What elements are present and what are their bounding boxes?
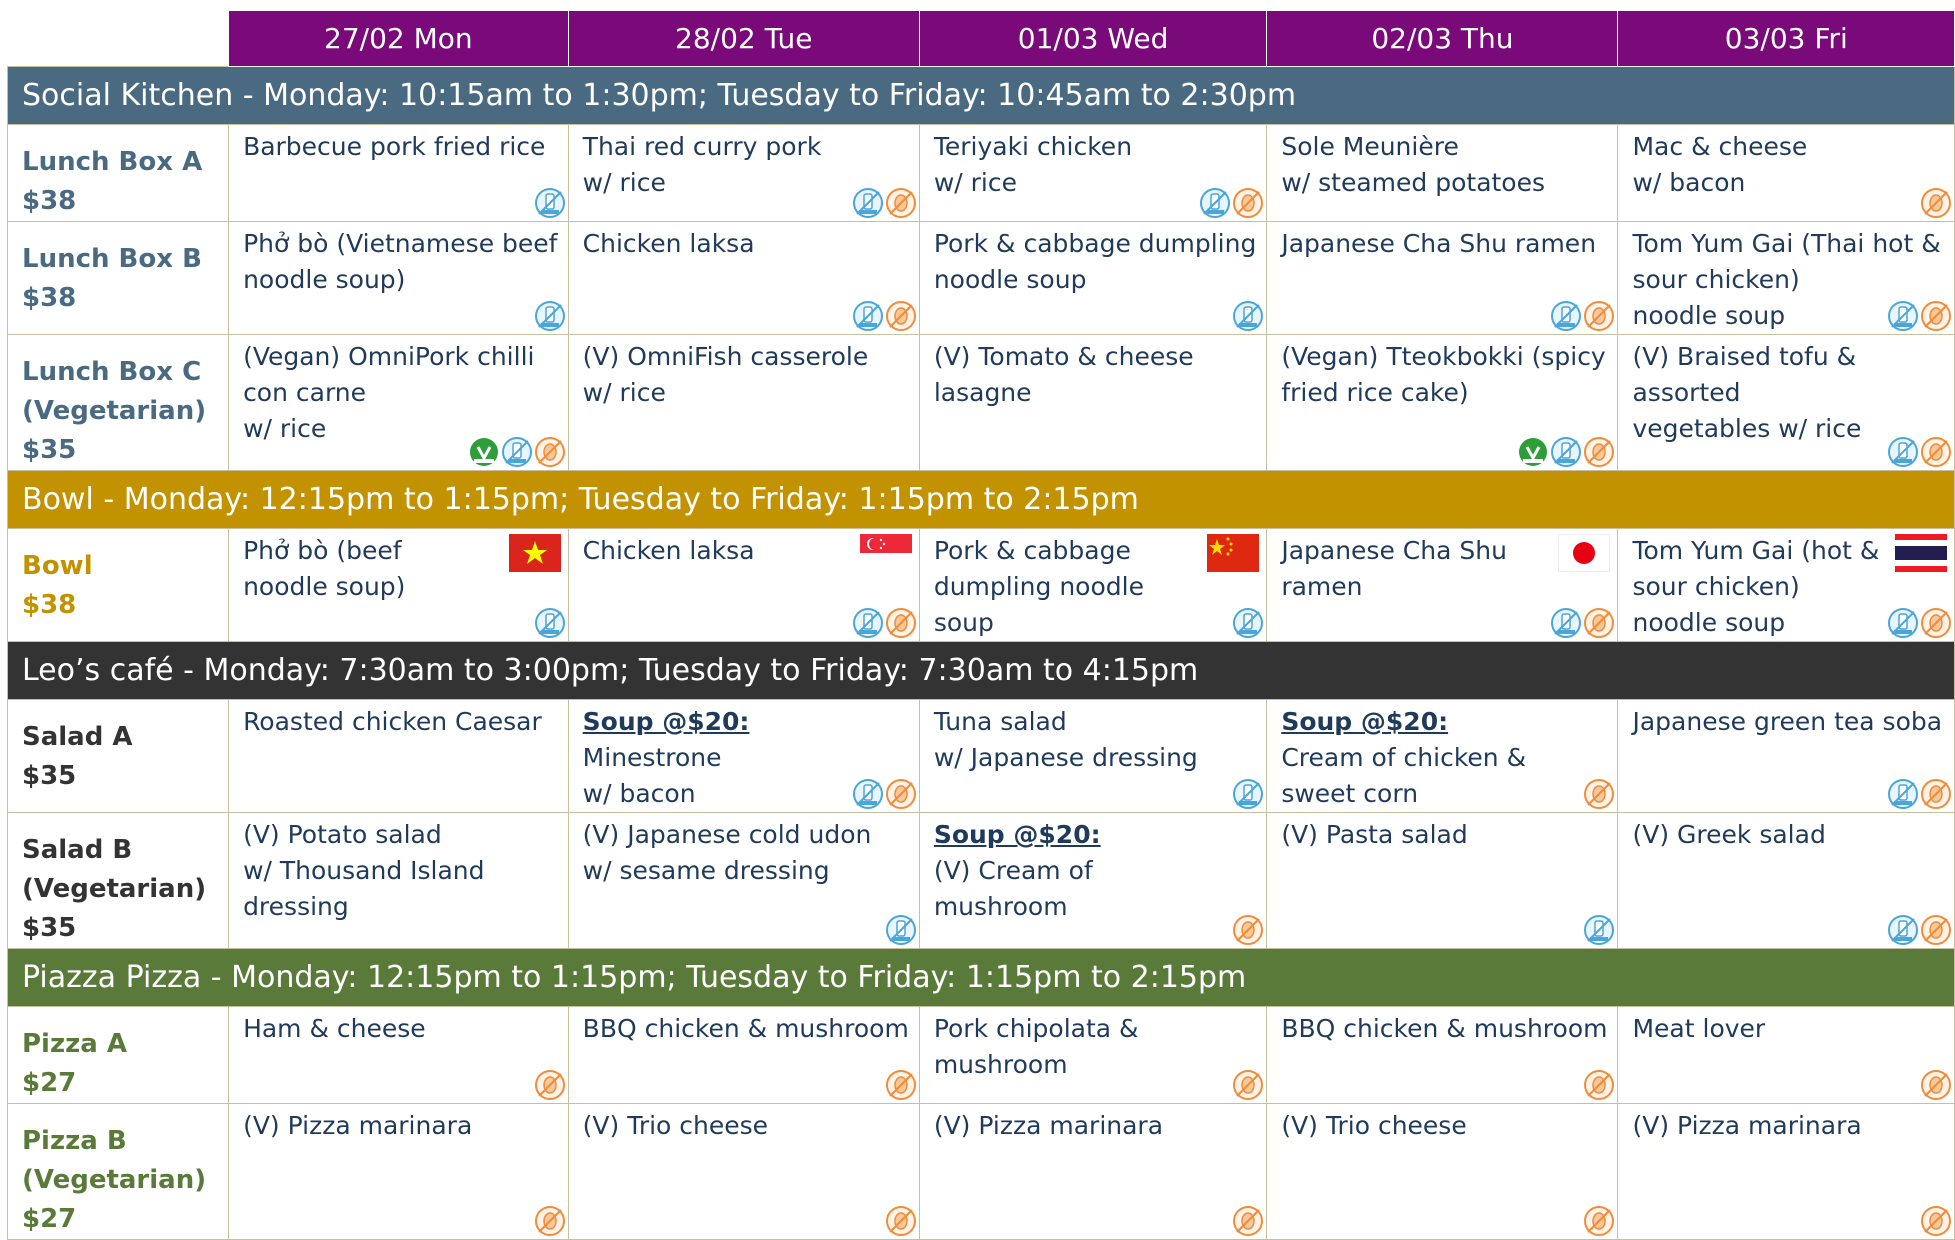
dietary-icons [534,300,566,332]
menu-item-cell [1618,1104,1955,1240]
nut-free-icon [1920,187,1952,219]
dish-text-line: noodle soup) [243,572,406,601]
dietary-icons [1887,607,1952,639]
dish-text-line: noodle soup) [243,265,406,294]
dietary-icons [1232,914,1264,946]
menu-item-cell [229,335,569,471]
china-flag-icon [1207,534,1259,572]
dietary-icons [1517,436,1615,468]
menu-row [8,125,1955,222]
menu-item-cell [1267,1104,1618,1240]
nut-free-icon [1920,300,1952,332]
dish-text-line: sour chicken) [1632,572,1800,601]
menu-item-cell [1618,222,1955,335]
dish-text-line: Tom Yum Gai (Thai hot & [1632,229,1941,258]
nut-free-icon [885,300,917,332]
menu-row [8,700,1955,813]
nut-free-icon [885,607,917,639]
dietary-icons [1583,1069,1615,1101]
section-title: Bowl - Monday: 12:15pm to 1:15pm; Tuesday to Friday: 1:15pm to 2:15pm [8,471,1955,529]
dairy-free-icon [501,436,533,468]
dish-text-line: Barbecue pork fried rice [243,132,546,161]
dietary-icons [534,607,566,639]
dairy-free-icon [1232,778,1264,810]
menu-item-cell [1267,222,1618,335]
menu-item-cell [229,813,569,949]
dietary-icons [1887,914,1952,946]
menu-item-cell [568,529,919,642]
dairy-free-icon [1887,607,1919,639]
dish-text-line: Teriyaki chicken [933,132,1133,161]
dish-text-line: noodle soup [1632,608,1786,637]
nut-free-icon [1920,607,1952,639]
menu-item-cell [229,700,569,813]
dietary-icons [534,1205,566,1237]
dietary-icons [1232,607,1264,639]
dish-text-line: Tuna salad [933,707,1067,736]
dish-text-line: Meat lover [1632,1014,1766,1043]
dish-text-line: BBQ chicken & mushroom [1281,1014,1608,1043]
menu-item-cell [1267,529,1618,642]
dish-text-line: noodle soup [933,265,1087,294]
dish-text-line: w/ Japanese dressing [933,743,1198,772]
menu-item-cell [1618,813,1955,949]
nut-free-icon [885,778,917,810]
dish-text-line: (V) Pizza marinara [1632,1111,1862,1140]
dietary-icons [534,1069,566,1101]
menu-item-cell [1618,700,1955,813]
dish-text-line: Chicken laksa [582,536,755,565]
dairy-free-icon [534,607,566,639]
dish-text-line: w/ rice [582,168,666,197]
dietary-icons [1232,1205,1264,1237]
dish-text-line: lasagne [933,378,1032,407]
menu-item-cell [919,529,1267,642]
dish-text-line: (V) Pasta salad [1281,820,1468,849]
day-header-row [8,11,1955,67]
menu-row [8,335,1955,471]
vietnam-flag-icon [509,534,561,572]
dietary-icons [852,778,917,810]
row-label-line: Pizza B [22,1126,127,1156]
nut-free-icon [1583,1069,1615,1101]
weekly-menu-table [7,10,1955,1240]
menu-item-cell [919,222,1267,335]
nut-free-icon [1583,300,1615,332]
dietary-icons [1232,300,1264,332]
dish-text-line: Roasted chicken Caesar [243,707,542,736]
menu-row [8,1007,1955,1104]
row-label [8,335,229,471]
soup-price-label: Soup @$20: [933,820,1101,849]
row-label [8,700,229,813]
dish-text-line: w/ bacon [1632,168,1746,197]
dairy-free-icon [1887,914,1919,946]
menu-row [8,1104,1955,1240]
menu-item-cell [1618,335,1955,471]
dish-text-line: Pork chipolata & [933,1014,1139,1043]
dish-text-line: w/ Thousand Island [243,856,485,885]
dairy-free-icon [852,607,884,639]
dairy-free-icon [1199,187,1231,219]
row-label-line: Salad A [22,722,133,752]
menu-item-cell [229,1007,569,1104]
row-label-line: $27 [22,1068,77,1098]
dairy-free-icon [1232,300,1264,332]
dish-text-line: (V) Pizza marinara [933,1111,1164,1140]
menu-item-cell [229,125,569,222]
dietary-icons [885,1205,917,1237]
menu-item-cell [568,125,919,222]
dish-text-line: fried rice cake) [1281,378,1469,407]
menu-item-cell [919,1104,1267,1240]
dietary-icons [1550,300,1615,332]
dietary-icons [1920,1205,1952,1237]
day-header: 03/03 Fri [1618,11,1955,67]
row-label-line: Lunch Box A [22,147,203,177]
dish-text-line: mushroom [933,892,1068,921]
menu-item-cell [568,700,919,813]
dairy-free-icon [1232,607,1264,639]
dietary-icons [1583,914,1615,946]
nut-free-icon [885,187,917,219]
dish-text-line: dumpling noodle [933,572,1144,601]
nut-free-icon [1232,1205,1264,1237]
soup-price-label: Soup @$20: [582,707,750,736]
row-label-line: Bowl [22,551,93,581]
row-label [8,125,229,222]
dish-text-line: (V) Tomato & cheese [933,342,1194,371]
dish-text-line: con carne [243,378,367,407]
row-label-line: $38 [22,186,77,216]
dairy-free-icon [1887,436,1919,468]
day-header: 28/02 Tue [568,11,919,67]
row-label-line: (Vegetarian) $35 [22,396,207,465]
menu-item-cell [1618,1007,1955,1104]
dish-text-line: ramen [1281,572,1363,601]
row-label-line: Lunch Box C [22,357,202,387]
nut-free-icon [534,1069,566,1101]
section-header-row [8,67,1955,125]
row-label [8,1104,229,1240]
menu-item-cell [1618,125,1955,222]
dietary-icons [1550,607,1615,639]
menu-item-cell [568,1104,919,1240]
dish-text-line: (Vegan) OmniPork chilli [243,342,535,371]
nut-free-icon [1920,778,1952,810]
row-label-line: Salad B [22,835,133,865]
dish-text-line: Thai red curry pork [582,132,822,161]
nut-free-icon [1583,436,1615,468]
dish-text-line: (V) Japanese cold udon [582,820,872,849]
soup-price-label: Soup @$20: [1281,707,1449,736]
day-header: 27/02 Mon [229,11,569,67]
menu-item-cell [1267,1007,1618,1104]
dish-text-line: Japanese green tea soba [1632,707,1943,736]
menu-item-cell [229,222,569,335]
menu-item-cell [1267,700,1618,813]
dish-text-line: vegetables w/ rice [1632,414,1862,443]
menu-row [8,813,1955,949]
dairy-free-icon [1550,436,1582,468]
dairy-free-icon [534,187,566,219]
dish-text-line: Tom Yum Gai (hot & [1632,536,1880,565]
menu-row [8,222,1955,335]
dish-text-line: Pork & cabbage dumpling [933,229,1257,258]
menu-item-cell [568,813,919,949]
dietary-icons [534,187,566,219]
dietary-icons [1887,436,1952,468]
dietary-icons [1887,300,1952,332]
dairy-free-icon [1887,300,1919,332]
nut-free-icon [1920,1205,1952,1237]
dish-text-line: w/ rice [933,168,1017,197]
section-header-row [8,949,1955,1007]
dish-text-line: (Vegan) Tteokbokki (spicy [1281,342,1606,371]
dish-text-line: (V) Trio cheese [582,1111,769,1140]
dish-text-line: w/ rice [243,414,327,443]
dairy-free-icon [1887,778,1919,810]
dish-text-line: Japanese Cha Shu ramen [1281,229,1597,258]
dietary-icons [1583,1205,1615,1237]
nut-free-icon [885,1069,917,1101]
vegan-icon [1517,436,1549,468]
japan-flag-icon [1558,534,1610,572]
nut-free-icon [1583,607,1615,639]
dietary-icons [1920,1069,1952,1101]
dish-text-line: w/ steamed potatoes [1281,168,1546,197]
row-label-line: $38 [22,590,77,620]
dish-text-line: Cream of chicken & [1281,743,1527,772]
section-title: Piazza Pizza - Monday: 12:15pm to 1:15pm; Tuesday to Friday: 1:15pm to 2:15pm [8,949,1955,1007]
menu-item-cell [1267,813,1618,949]
nut-free-icon [1583,778,1615,810]
dish-text-line: (V) Potato salad [243,820,442,849]
dietary-icons [885,914,917,946]
nut-free-icon [534,1205,566,1237]
menu-item-cell [1618,529,1955,642]
row-label [8,1007,229,1104]
dietary-icons [885,1069,917,1101]
dairy-free-icon [1583,914,1615,946]
dish-text-line: BBQ chicken & mushroom [582,1014,909,1043]
dairy-free-icon [885,914,917,946]
dish-text-line: Phở bò (Vietnamese beef [243,229,558,258]
dish-text-line: Minestrone [582,743,722,772]
singapore-flag-icon [860,534,912,572]
menu-item-cell [229,529,569,642]
dish-text-line: w/ rice [582,378,666,407]
dairy-free-icon [1550,300,1582,332]
nut-free-icon [1232,914,1264,946]
dish-text-line: Phở bò (beef [243,536,402,565]
dairy-free-icon [1550,607,1582,639]
menu-item-cell [568,1007,919,1104]
dish-text-line: (V) Greek salad [1632,820,1826,849]
row-label-line: Pizza A [22,1029,127,1059]
nut-free-icon [1920,436,1952,468]
dairy-free-icon [534,300,566,332]
section-header-row [8,642,1955,700]
menu-item-cell [568,222,919,335]
dietary-icons [1232,1069,1264,1101]
dietary-icons [1887,778,1952,810]
row-label-line: $35 [22,761,77,791]
row-label [8,529,229,642]
nut-free-icon [1583,1205,1615,1237]
menu-row [8,529,1955,642]
dish-text-line: (V) Braised tofu & [1632,342,1857,371]
dietary-icons [852,187,917,219]
menu-item-cell [919,700,1267,813]
dish-text-line: Ham & cheese [243,1014,426,1043]
dish-text-line: (V) OmniFish casserole [582,342,869,371]
menu-item-cell [229,1104,569,1240]
dairy-free-icon [852,187,884,219]
nut-free-icon [1920,1069,1952,1101]
header-corner [8,11,229,67]
dietary-icons [1583,778,1615,810]
dish-text-line: Sole Meunière [1281,132,1459,161]
day-header: 01/03 Wed [919,11,1267,67]
dish-text-line: (V) Cream of [933,856,1093,885]
nut-free-icon [1920,914,1952,946]
vegan-icon [468,436,500,468]
dietary-icons [1199,187,1264,219]
row-label-line: (Vegetarian) $35 [22,874,207,943]
menu-item-cell [919,335,1267,471]
dish-text-line: (V) Pizza marinara [243,1111,473,1140]
nut-free-icon [885,1205,917,1237]
menu-item-cell [919,813,1267,949]
dish-text-line: sour chicken) [1632,265,1800,294]
dairy-free-icon [852,300,884,332]
dish-text-line: Japanese Cha Shu [1281,536,1507,565]
menu-item-cell [1267,335,1618,471]
row-label-line: (Vegetarian) $27 [22,1165,207,1234]
section-header-row [8,471,1955,529]
thailand-flag-icon [1895,534,1947,572]
dish-text-line: soup [933,608,994,637]
dish-text-line: Pork & cabbage [933,536,1131,565]
dish-text-line: mushroom [933,1050,1068,1079]
dietary-icons [1232,778,1264,810]
dietary-icons [852,300,917,332]
menu-item-cell [1267,125,1618,222]
dairy-free-icon [852,778,884,810]
dish-text-line: dressing [243,892,349,921]
dietary-icons [852,607,917,639]
dish-text-line: Chicken laksa [582,229,755,258]
nut-free-icon [1232,1069,1264,1101]
dish-text-line: noodle soup [1632,301,1786,330]
dish-text-line: w/ sesame dressing [582,856,830,885]
row-label [8,813,229,949]
row-label [8,222,229,335]
dish-text-line: (V) Trio cheese [1281,1111,1467,1140]
menu-item-cell [568,335,919,471]
day-header: 02/03 Thu [1267,11,1618,67]
menu-item-cell [919,1007,1267,1104]
dish-text-line: Mac & cheese [1632,132,1808,161]
section-title: Social Kitchen - Monday: 10:15am to 1:30pm; Tuesday to Friday: 10:45am to 2:30pm [8,67,1955,125]
dish-text-line: w/ bacon [582,779,696,808]
row-label-line: Lunch Box B [22,244,202,274]
dish-text-line: assorted [1632,378,1741,407]
dish-text-line: sweet corn [1281,779,1419,808]
nut-free-icon [534,436,566,468]
section-title: Leo’s café - Monday: 7:30am to 3:00pm; Tuesday to Friday: 7:30am to 4:15pm [8,642,1955,700]
row-label-line: $38 [22,283,77,313]
dietary-icons [468,436,566,468]
dietary-icons [1920,187,1952,219]
menu-item-cell [919,125,1267,222]
nut-free-icon [1232,187,1264,219]
